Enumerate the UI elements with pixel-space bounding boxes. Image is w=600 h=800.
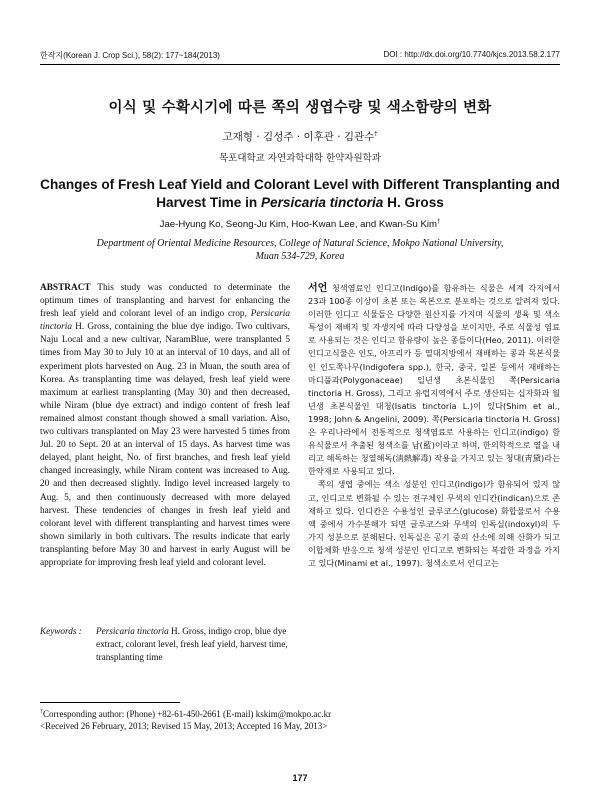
title-korean: 이식 및 수확시기에 따른 쪽의 생엽수량 및 색소함량의 변화 [108,100,492,116]
intro-heading: 서언 [308,283,328,294]
footnote [40,706,560,732]
affiliation-english-line1: Department of Oriental Medicine Resources, College of Natural Science, Mokpo National University, [96,238,504,249]
authors-korean-names: 고재형 · 김성주 · 이후관 · 김관수 [222,131,375,143]
corresponding-mark-en: † [436,219,441,225]
received-dates: <Received 26 February, 2013; Revised 15 May, 2013; Accepted 16 May, 2013> [40,721,328,731]
journal-citation: 한작지(Korean J. Crop Sci.), 58(2): 177~184(2013) [40,51,220,60]
abstract [40,282,290,570]
authors-korean [40,129,560,144]
title-english-part2: H. Gross [383,195,444,210]
keywords-text [96,625,292,664]
footnote-mark: † [40,709,43,715]
affiliation-korean: 목포대학교 자연과학대학 한약자원학과 [218,153,382,164]
intro-paragraph-2: 쪽의 생엽 중에는 색소 성분인 인디고(indigo)가 함유되어 있지 않고, 인디고로 변화될 수 있는 전구체인 무색의 인디칸(indican)으로 존재하고 있다. 인디칸은 수용성인 글루코스(glucose) 화합물로서 수용액 중에서 가수분해가 되면 글루코스와 무색의 인독실(indoxyl)의 두 가지 성분으로 분해된다. 인독실은 공기 중의 산소에 의해 산화가 되고 이합체화 반응으로 청색 성분인 인디고로 변화되는 복잡한 과정을 가지고 있다(Minami et al., 1997). 청색소로서 인디고는 [308,479,560,568]
keywords-species: Persicaria tinctoria [96,626,169,636]
header-rule [40,64,560,65]
abstract-text-a: This study was conducted to determinate the optimum times of transplanting and harvest for enhancing the fresh leaf yield and colorant level of an indigo crop, [40,283,290,320]
authors-english [40,219,560,230]
title-english-species: Persicaria tinctoria [260,195,384,210]
doi-link[interactable]: DOI : http://dx.doi.org/10.7740/kjcs.2013.58.2.177 [383,50,560,59]
title-english-part1: Changes of Fresh Leaf Yield and Colorant Level with Different Transplanting and Harvest Time in [40,177,560,210]
intro-para1-text: 청색염료인 인디고(Indigo)를 함유하는 식물은 세계 각지에서 23과 100종 이상이 초본 또는 목본으로 분포하는 것으로 알려져 있다. 이러한 인디고 식물들은 다양한 원산지를 가지며 식물의 생육 및 색소특성이 재배지 및 자생지에 따라 다양성을 보이지만, 주로 식물성 염료로 사용되는 것은 인디고 함유량이 높은 종들이다(Heo, 2011). 이러한 인디고식물은 인도, 아프리카 등 열대지방에서 재배하는 콩과 목본식물인 인도쪽나무(Indigofera spp.), 한국, 중국, 일본 등에서 재배하는 마디풀과(Polygonaceae) 일년생 초본식물인 쪽(Persicaria tinctoria H. Gross), 그리고 유럽지역에서 주로 생산되는 십자화과 월년생 초본식물인 대청(Isatis tinctoria L.)이 있다(Shim et al., 1998; John & Angelini, 2009). 쪽(Persicaria tinctoria H. Gross)은 우리나라에서 전통적으로 청색염료로 사용하는 인디고(indigo) 함유식물로서 추출된 청색소를 남(藍)이라고 하며, 한의학적으로 열을 내리고 해독하는 청열해독(淸熱解毒) 작용을 가지고 있는 청대(靑黛)라는 한약재로 사용되고 있다. [308,283,560,477]
intro-paragraph-1 [308,282,560,478]
title-english [36,176,564,212]
corresponding-mark: † [374,130,378,138]
abstract-species: Persicaria tinctoria [40,309,290,333]
keywords-label: Keywords : [40,626,82,636]
abstract-label: ABSTRACT [40,283,91,293]
authors-english-names: Jae-Hyung Ko, Seong-Ju Kim, Hoo-Kwan Lee, and Kwan-Su Kim [159,219,437,231]
keywords-list: H. Gross, indigo crop, blue dye extract, colorant level, fresh leaf yield, harvest time, transplanting time [96,626,288,662]
introduction [308,282,560,570]
running-header [40,50,560,61]
footnote-rule [40,702,180,703]
corresponding-author [40,706,560,720]
abstract-text-b: H. Gross, containing the blue dye indigo. Two cultivars, Naju Local and a new cultivar, NaramBlue, were transplanted 5 times from May 30 to July 10 at an interval of 10 days, and all of experiment plots harvested on Aug. 23 in Muan, the south area of Korea. As transplanting time was delayed, fresh leaf yield were maximum at earliest transplanting (May 30) and then decreased, while Niram (blue dye extract) and indigo content of fresh leaf remained almost constant though showed a small variation. Also, two cultivars transplanted on May 23 were harvested 5 times from Jul. 20 to Sept. 20 at an interval of 15 days. As harvest time was delayed, plant height, No. of first branches, and fresh leaf yield changed increasingly, while Niram content was increased to Aug. 20 and then decreased slightly. Indigo level increased largely to Aug. 5, and then continuously decreased with more delayed harvest. These tendencies of changes in fresh leaf yield and colorant level with different transplanting and harvest times were shown similarly in both cultivars. The results indicate that early transplanting before May 30 and harvest in early August will be appropriate for improving fresh leaf yield and colorant level. [40,322,290,568]
affiliation-english-line2: Muan 534-729, Korea [255,251,345,262]
page-number: 177 [292,773,308,783]
corresponding-author-text: Corresponding author: (Phone) +82-61-450-2661 (E-mail) kskim@mokpo.ac.kr [43,709,332,719]
affiliation-english [40,237,560,263]
